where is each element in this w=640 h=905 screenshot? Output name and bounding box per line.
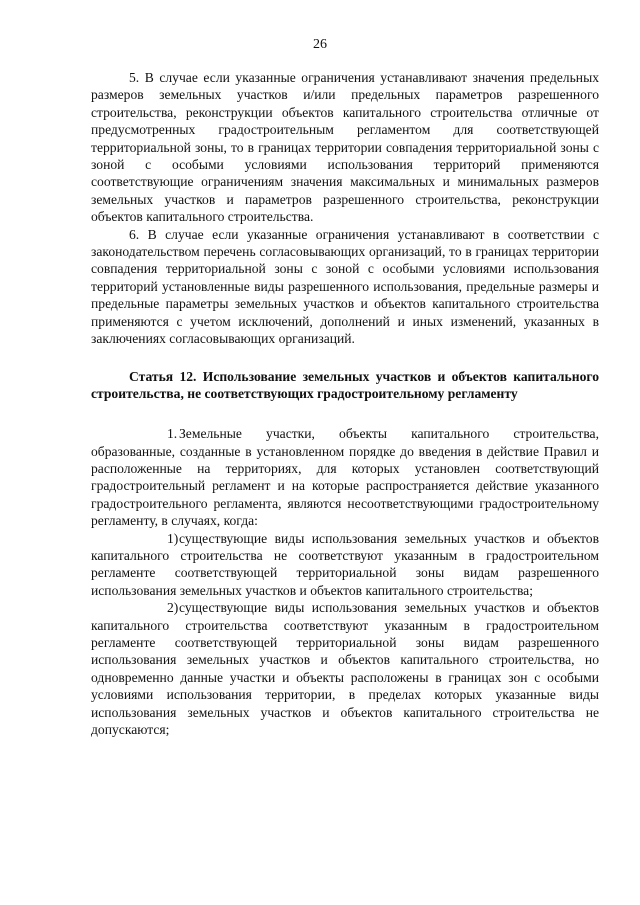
paragraph-article-12-clause-1 [91, 425, 599, 529]
clause-text: Земельные участки, объекты капитального строительства, образованные, созданные в установленном порядке до введения в действие Правил и расположенные на территориях, для которых установлен соответствующий градостроительный регламент и на которые распространяется действие указанного градостроительного регламента, являются несоответствующими градостроительному регламенту, в случаях, когда: [91, 426, 599, 529]
sub-item-text: существующие виды использования земельных участков и объектов капитального строительства не соответствуют указанным в градостроительном регламенте соответствующей территориальной зоны видам разрешенного использования земельных участков и объектов капитального строительства; [91, 530, 599, 598]
sub-item-1 [91, 530, 599, 600]
sub-item-text: существующие виды использования земельных участков и объектов капитального строительства соответствуют указанным в градостроительном регламенте соответствующей территориальной зоны видам разрешенного использования земельных участков и объектов капитального строительства, но одновременно данные участки и объекты расположены в границах зон с особыми условиями использования территории, в пределах которых указанные виды использования земельных участков и объектов капитального строительства не допускаются; [91, 600, 599, 737]
page-number: 26 [313, 37, 327, 52]
clause-number: 1. [167, 426, 178, 442]
document-body [91, 69, 599, 738]
paragraph-clause-6: 6. В случае если указанные ограничения устанавливают в соответствии с законодательством перечень согласовывающих организаций, то в границах территории совпадения территориальной зоны с зоной с особыми условиями использования территорий установленные виды разрешенного использования, предельные размеры и предельные параметры земельных участков и объектов капитального строительства применяются с учетом исключений, дополнений и иных изменений, указанных в заключениях согласовывающих организаций. [91, 226, 599, 347]
paragraph-clause-5: 5. В случае если указанные ограничения устанавливают значения предельных размеров земельных участков и/или предельных параметров разрешенного строительства, реконструкции объектов капитального строительства отличные от предусмотренных градостроительным регламентом для соответствующей территориальной зоны, то в границах территории совпадения территориальной зоны с зоной с особыми условиями использования территорий применяются соответствующие ограничениям значения максимальных и минимальных размеров земельных участков и параметров разрешенного строительства, реконструкции объектов капитального строительства. [91, 70, 599, 225]
sub-item-number: 2) [167, 600, 179, 616]
sub-item-2 [91, 599, 599, 738]
sub-item-number: 1) [167, 530, 179, 546]
article-heading: Статья 12. Использование земельных участков и объектов капитального строительства, не соответствующих градостроительному регламенту [91, 368, 599, 402]
